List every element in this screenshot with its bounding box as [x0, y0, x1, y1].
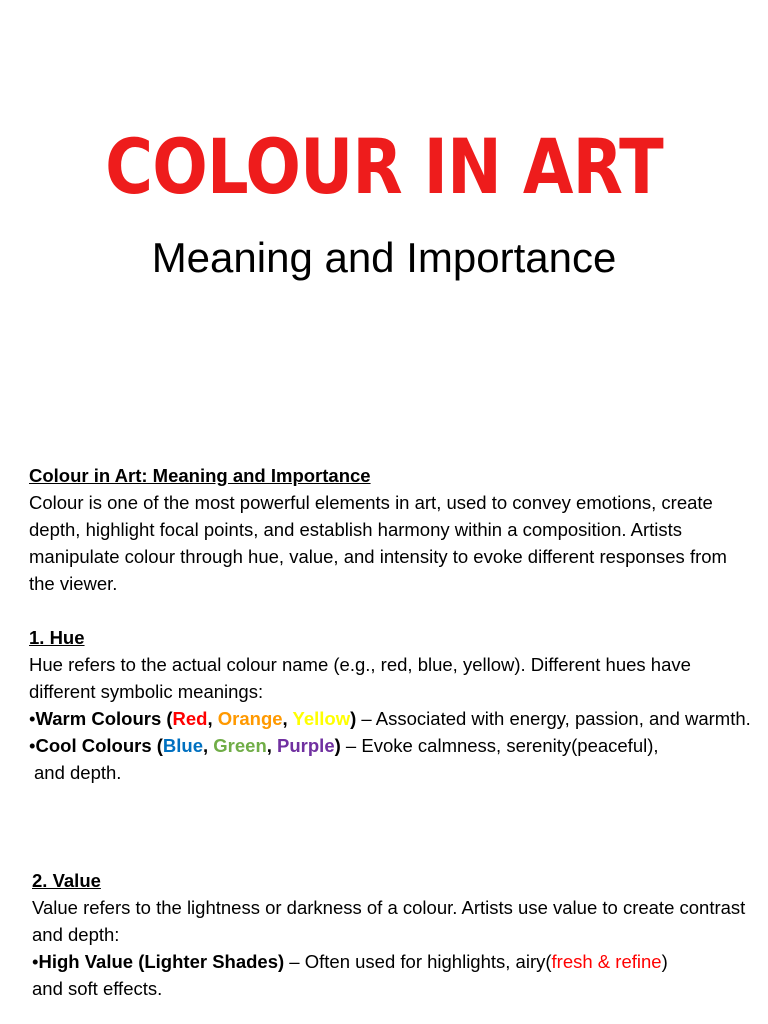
bullet: •: [29, 735, 36, 756]
cool-colour-blue: Blue: [162, 735, 204, 756]
high-value-continuation: and soft effects.: [32, 978, 163, 999]
value-heading: 2. Value: [32, 870, 101, 891]
separator: ,: [203, 735, 214, 756]
intro-paragraph: Colour is one of the most powerful elements in art, used to convey emotions, create depth, highlight focal points, and establish harmony within a composition. Artists manipulate colour through hue, value, and intensity to evoke different responses from the viewer.: [29, 492, 727, 594]
separator: ,: [207, 708, 218, 729]
slide-subtitle: Meaning and Importance: [151, 234, 617, 281]
separator: ,: [282, 708, 293, 729]
cool-colour-purple: Purple: [277, 735, 335, 756]
warm-colour-orange: Orange: [217, 708, 283, 729]
separator: ,: [266, 735, 278, 756]
high-value-label: High Value (Lighter Shades): [38, 951, 285, 972]
warm-colour-yellow: Yellow: [292, 708, 351, 729]
cool-colour-green: Green: [213, 735, 267, 756]
cool-colours-description-continued: and depth.: [34, 762, 122, 783]
bullet: •: [29, 708, 36, 729]
spacer: [29, 786, 754, 867]
hue-heading: 1. Hue: [29, 627, 85, 648]
close-paren: ): [661, 951, 668, 972]
high-value-description: – Often used for highlights, airy(: [284, 951, 552, 972]
intro-heading: Colour in Art: Meaning and Importance: [29, 465, 371, 486]
close-paren: ): [350, 708, 357, 729]
body-text: [29, 462, 754, 1002]
warm-colour-red: Red: [172, 708, 208, 729]
cool-colours-description: – Evoke calmness, serenity(peaceful),: [340, 735, 659, 756]
bullet: •: [32, 951, 39, 972]
hue-paragraph: Hue refers to the actual colour name (e.g., red, blue, yellow). Different hues have different symbolic meanings:: [29, 654, 691, 702]
warm-colours-item: [29, 705, 754, 732]
cool-colours-item: [29, 732, 754, 759]
slide-title: COLOUR IN ART: [105, 122, 663, 211]
warm-colours-label: Warm Colours (: [35, 708, 173, 729]
close-paren: ): [334, 735, 341, 756]
high-value-highlight: fresh & refine: [551, 951, 662, 972]
high-value-item: [29, 948, 754, 975]
cool-colours-label: Cool Colours (: [35, 735, 163, 756]
value-paragraph: Value refers to the lightness or darkness of a colour. Artists use value to create contrast and depth:: [32, 897, 746, 945]
spacer: [29, 597, 754, 624]
warm-colours-description: – Associated with energy, passion, and warmth.: [356, 708, 751, 729]
